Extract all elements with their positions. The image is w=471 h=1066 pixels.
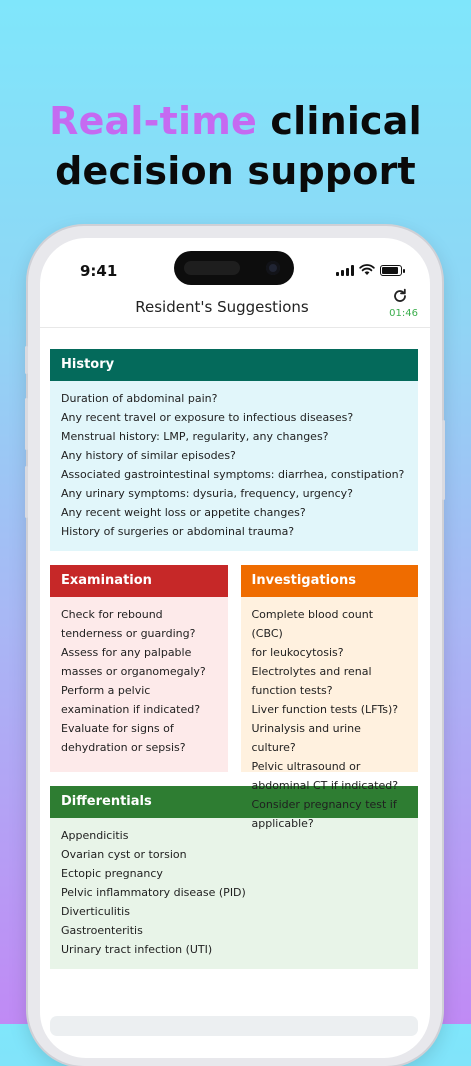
list-item: Urinalysis and urine culture?	[251, 722, 361, 754]
dynamic-island	[174, 251, 294, 285]
list-item: Any recent travel or exposure to infectious diseases?	[61, 411, 354, 424]
examination-card	[50, 565, 228, 772]
list-item: applicable?	[251, 817, 314, 830]
list-item: Ectopic pregnancy	[61, 867, 163, 880]
headline	[0, 96, 471, 196]
list-item: dehydration or sepsis?	[61, 741, 186, 754]
status-icons	[336, 264, 402, 276]
list-item: Evaluate for signs of	[61, 722, 174, 735]
list-item: function tests?	[251, 684, 333, 697]
list-item: Any urinary symptoms: dysuria, frequency, urgency?	[61, 487, 354, 500]
list-item: Liver function tests (LFTs)?	[251, 703, 399, 716]
list-item: abdominal CT if indicated?	[251, 779, 399, 792]
headline-rest: clinical	[256, 99, 422, 143]
list-item: Any history of similar episodes?	[61, 449, 236, 462]
list-item: Check for rebound	[61, 608, 163, 621]
phone-side-button	[442, 420, 445, 500]
refresh-icon[interactable]	[388, 288, 412, 308]
phone-volume-down-button	[25, 466, 28, 518]
list-item: Assess for any palpable	[61, 646, 192, 659]
list-item: Associated gastrointestinal symptoms: diarrhea, constipation?	[61, 468, 405, 481]
app-bar-divider	[40, 327, 430, 328]
history-card	[50, 349, 418, 551]
history-header: History	[50, 349, 418, 381]
list-item: Electrolytes and renal	[251, 665, 372, 678]
phone-volume-up-button	[25, 398, 28, 450]
wifi-icon	[359, 264, 375, 276]
phone-action-button	[25, 346, 28, 374]
headline-line-1	[0, 96, 471, 146]
investigations-header: Investigations	[241, 565, 419, 597]
list-item: Ovarian cyst or torsion	[61, 848, 187, 861]
next-card-peek	[50, 1016, 418, 1036]
list-item: Consider pregnancy test if	[251, 798, 397, 811]
list-item: Complete blood count (CBC)	[251, 608, 374, 640]
differentials-header: Differentials	[50, 786, 418, 818]
list-item: Duration of abdominal pain?	[61, 392, 218, 405]
list-item: Any recent weight loss or appetite changes?	[61, 506, 306, 519]
island-sensor	[184, 261, 240, 275]
list-item: masses or organomegaly?	[61, 665, 206, 678]
list-item: for leukocytosis?	[251, 646, 344, 659]
history-list	[50, 381, 418, 551]
phone-screen	[40, 238, 430, 1058]
list-item: Pelvic inflammatory disease (PID)	[61, 886, 246, 899]
list-item: Perform a pelvic	[61, 684, 151, 697]
headline-accent: Real-time	[49, 99, 257, 143]
list-item: Gastroenteritis	[61, 924, 143, 937]
camera-icon	[266, 261, 280, 275]
session-timer: 01:46	[389, 308, 418, 319]
list-item: Urinary tract infection (UTI)	[61, 943, 213, 956]
list-item: tenderness or guarding?	[61, 627, 196, 640]
list-item: examination if indicated?	[61, 703, 201, 716]
status-time: 9:41	[80, 262, 118, 280]
investigations-card	[241, 565, 419, 830]
differentials-list	[50, 818, 418, 969]
page-title: Resident's Suggestions	[135, 298, 309, 316]
list-item: Diverticulitis	[61, 905, 130, 918]
examination-list	[50, 597, 228, 772]
suggestions-content	[50, 349, 418, 969]
list-item: Pelvic ultrasound or	[251, 760, 361, 773]
list-item: Appendicitis	[61, 829, 129, 842]
cellular-signal-icon	[336, 265, 354, 276]
investigations-list	[241, 597, 419, 830]
list-item: Menstrual history: LMP, regularity, any changes?	[61, 430, 329, 443]
examination-header: Examination	[50, 565, 228, 597]
battery-icon	[380, 265, 402, 276]
headline-line-2: decision support	[55, 149, 416, 193]
list-item: History of surgeries or abdominal trauma?	[61, 525, 295, 538]
